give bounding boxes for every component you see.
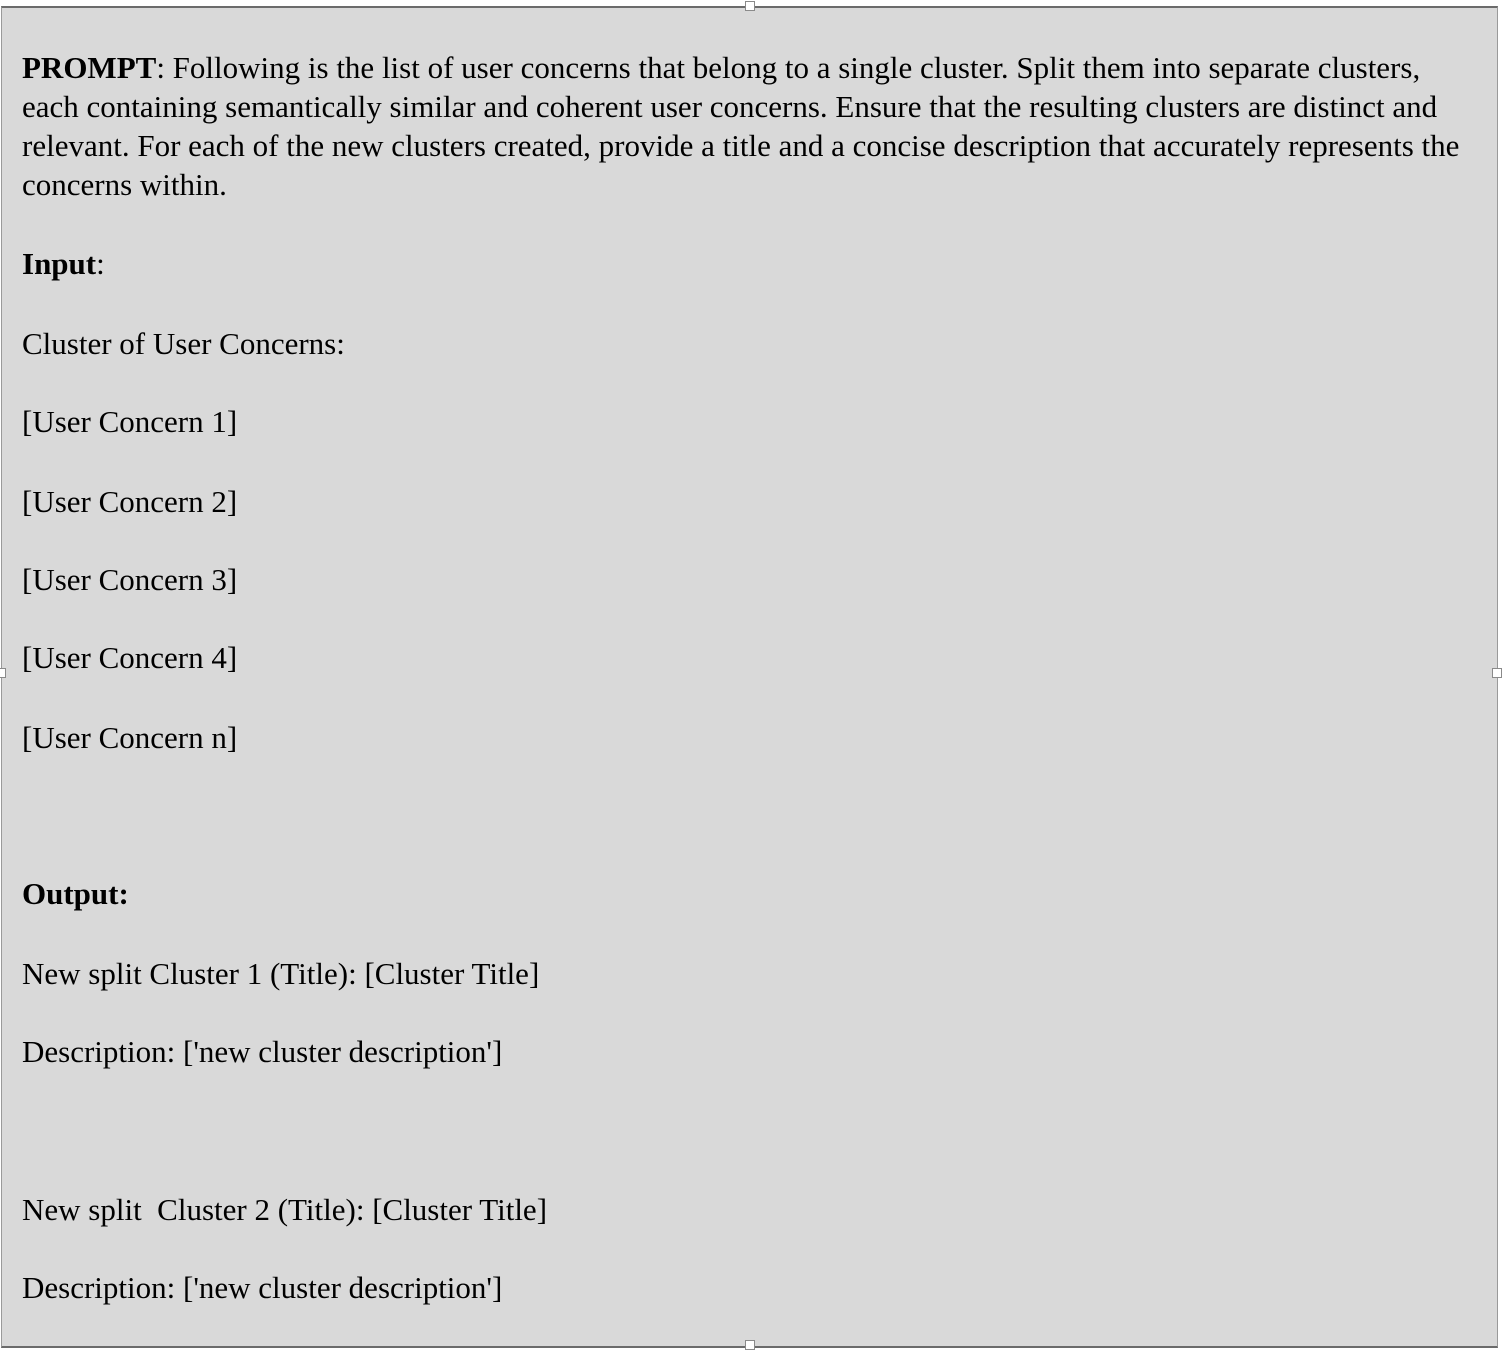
output-label: Output: [22, 876, 129, 911]
user-concern-3: [User Concern 3] [22, 562, 238, 597]
prompt-text: : Following is the list of user concerns that belong to a single cluster. Split them into separate clusters, each containing semantically similar and coherent user concerns. Ensure that the resulting clusters are distinct and relevant. For each of the new clusters created, provide a title and a concise description that accurately represents the concerns within. [22, 50, 1460, 202]
input-label-colon: : [96, 246, 105, 281]
user-concern-n: [User Concern n] [22, 720, 238, 755]
resize-handle-bottom[interactable] [745, 1340, 755, 1350]
resize-handle-top[interactable] [745, 1, 755, 11]
user-concern-1: [User Concern 1] [22, 404, 238, 439]
resize-handle-right[interactable] [1492, 668, 1502, 678]
prompt-paragraph [22, 48, 1462, 204]
cluster-2-title-line: New split Cluster 2 (Title): [Cluster Title] [22, 1192, 548, 1227]
cluster-2-description-line: Description: ['new cluster description'] [22, 1270, 503, 1305]
prompt-label: PROMPT [22, 50, 157, 85]
cluster-heading: Cluster of User Concerns: [22, 326, 345, 361]
input-heading [22, 244, 105, 283]
prompt-text-box[interactable] [1, 6, 1498, 1348]
user-concern-2: [User Concern 2] [22, 484, 238, 519]
output-heading [22, 874, 129, 913]
cluster-1-title-line: New split Cluster 1 (Title): [Cluster Title] [22, 956, 540, 991]
input-label: Input [22, 246, 97, 281]
cluster-1-description-line: Description: ['new cluster description'] [22, 1034, 503, 1069]
resize-handle-left[interactable] [0, 668, 6, 678]
user-concern-4: [User Concern 4] [22, 640, 238, 675]
